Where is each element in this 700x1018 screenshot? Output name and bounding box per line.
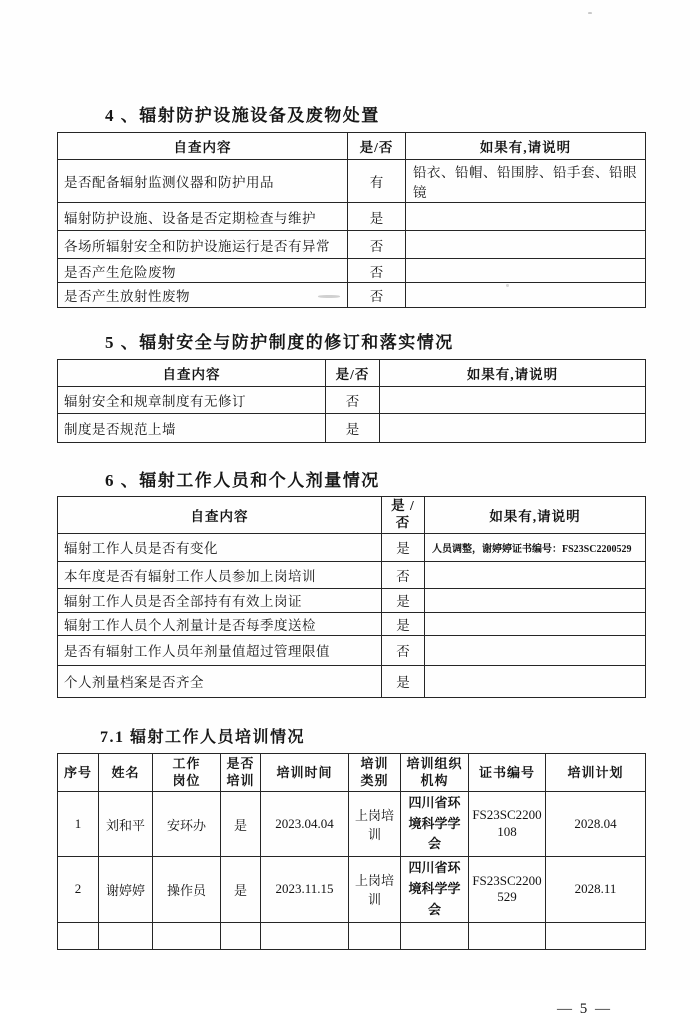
cell-question: 各场所辐射安全和防护设施运行是否有异常 (58, 231, 348, 259)
header-training-type-line1: 培训 (360, 755, 389, 771)
header-yes-no-line2: 否 (395, 514, 411, 530)
cell-question: 是否有辐射工作人员年剂量值超过管理限值 (58, 635, 382, 665)
cell-question: 本年度是否有辐射工作人员参加上岗培训 (58, 561, 382, 588)
table-row (58, 533, 646, 561)
cell-note: 铅衣、铅帽、铅围脖、铅手套、铅眼镜 (406, 160, 646, 203)
cell-name: 刘和平 (99, 791, 153, 856)
cell-question: 辐射安全和规章制度有无修订 (58, 387, 326, 414)
section-4-title: 4 、辐射防护设施设备及废物处置 (105, 106, 380, 125)
cell-date: 2023.11.15 (261, 857, 349, 922)
header-trained-yes-no (221, 753, 261, 791)
cell-type: 上岗培训 (349, 857, 401, 922)
cell-trained (221, 922, 261, 949)
table-header-row (58, 497, 646, 534)
header-yes-no: 是/否 (348, 133, 406, 160)
cell-note (406, 203, 646, 231)
cell-note (380, 414, 646, 443)
cell-plan (546, 922, 646, 949)
table-row (58, 387, 646, 414)
table-row (58, 160, 646, 203)
cell-note (425, 612, 646, 635)
header-job-position-line1: 工作 (172, 755, 201, 771)
cell-question: 辐射防护设施、设备是否定期检查与维护 (58, 203, 348, 231)
cell-certificate: FS23SC2200108 (469, 791, 546, 856)
self-check-table-section-6 (57, 496, 646, 698)
cell-note (425, 635, 646, 665)
cell-position: 安环办 (153, 791, 221, 856)
cell-question: 辐射工作人员是否全部持有有效上岗证 (58, 588, 382, 612)
self-check-table-section-5 (57, 359, 646, 443)
table-row (58, 414, 646, 443)
cell-answer: 否 (326, 387, 380, 414)
table-row (58, 791, 646, 856)
table-header-row (58, 360, 646, 387)
cell-name: 谢婷婷 (99, 857, 153, 922)
cell-answer: 是 (326, 414, 380, 443)
cell-answer: 有 (348, 160, 406, 203)
cell-note (425, 561, 646, 588)
table-row (58, 203, 646, 231)
table-row (58, 612, 646, 635)
table-row (58, 635, 646, 665)
header-training-type (349, 753, 401, 791)
scan-speck (588, 12, 592, 14)
cell-plan: 2028.04 (546, 791, 646, 856)
header-serial-number: 序号 (58, 753, 99, 791)
cell-serial (58, 922, 99, 949)
cell-question: 是否产生危险废物 (58, 259, 348, 283)
table-row (58, 561, 646, 588)
header-training-organization (401, 753, 469, 791)
header-training-plan: 培训计划 (546, 753, 646, 791)
header-yes-no (382, 497, 425, 534)
table-row (58, 665, 646, 697)
cell-date (261, 922, 349, 949)
cell-trained: 是 (221, 791, 261, 856)
cell-plan: 2028.11 (546, 857, 646, 922)
table-row (58, 259, 646, 283)
cell-type (349, 922, 401, 949)
cell-question: 是否产生放射性废物 (58, 283, 348, 308)
cell-answer: 是 (348, 203, 406, 231)
table-row (58, 857, 646, 922)
table-header-row (58, 753, 646, 791)
cell-question: 是否配备辐射监测仪器和防护用品 (58, 160, 348, 203)
cell-position: 操作员 (153, 857, 221, 922)
cell-type: 上岗培训 (349, 791, 401, 856)
scan-speck (506, 284, 509, 287)
training-table-section-7-1 (57, 753, 646, 950)
header-self-check-content: 自查内容 (58, 360, 326, 387)
cell-serial: 1 (58, 791, 99, 856)
header-self-check-content: 自查内容 (58, 497, 382, 534)
cell-certificate (469, 922, 546, 949)
cell-note (406, 283, 646, 308)
table-header-row (58, 133, 646, 160)
table-row-empty (58, 922, 646, 949)
cell-certificate: FS23SC2200529 (469, 857, 546, 922)
cell-question: 制度是否规范上墙 (58, 414, 326, 443)
header-trained-line2: 培训 (226, 773, 255, 789)
cell-name (99, 922, 153, 949)
cell-note (406, 231, 646, 259)
page-number: — 5 — (557, 1000, 612, 1017)
header-training-org-line1: 培训组织 (406, 755, 463, 771)
cell-answer: 否 (348, 259, 406, 283)
header-if-yes-explain: 如果有,请说明 (425, 497, 646, 534)
table-row (58, 283, 646, 308)
cell-position (153, 922, 221, 949)
section-7-1-title: 7.1 辐射工作人员培训情况 (100, 728, 306, 746)
header-yes-no-line1: 是 / (391, 498, 415, 513)
cell-date: 2023.04.04 (261, 791, 349, 856)
cell-answer: 是 (382, 588, 425, 612)
header-job-position (153, 753, 221, 791)
section-5-title: 5 、辐射安全与防护制度的修订和落实情况 (105, 333, 454, 352)
cell-serial: 2 (58, 857, 99, 922)
cell-answer: 是 (382, 665, 425, 697)
cell-answer: 否 (348, 231, 406, 259)
header-training-date: 培训时间 (261, 753, 349, 791)
self-check-table-section-4 (57, 132, 646, 308)
cell-organization (401, 922, 469, 949)
cell-note (380, 387, 646, 414)
cell-trained: 是 (221, 857, 261, 922)
header-self-check-content: 自查内容 (58, 133, 348, 160)
header-trained-line1: 是否 (226, 755, 255, 771)
cell-note (425, 665, 646, 697)
cell-answer: 是 (382, 533, 425, 561)
table-row (58, 231, 646, 259)
cell-answer: 否 (382, 561, 425, 588)
cell-organization: 四川省环境科学学会 (401, 857, 469, 922)
cell-note (406, 259, 646, 283)
scan-smudge (318, 295, 340, 298)
cell-answer: 是 (382, 612, 425, 635)
header-job-position-line2: 岗位 (172, 773, 201, 789)
table-row (58, 588, 646, 612)
cell-question: 个人剂量档案是否齐全 (58, 665, 382, 697)
cell-organization: 四川省环境科学学会 (401, 791, 469, 856)
cell-question: 辐射工作人员是否有变化 (58, 533, 382, 561)
section-6-title: 6 、辐射工作人员和个人剂量情况 (105, 471, 380, 490)
header-yes-no: 是/否 (326, 360, 380, 387)
cell-question: 辐射工作人员个人剂量计是否每季度送检 (58, 612, 382, 635)
header-training-type-line2: 类别 (360, 773, 389, 789)
header-training-org-line2: 机构 (420, 773, 449, 789)
cell-answer: 否 (382, 635, 425, 665)
header-if-yes-explain: 如果有,请说明 (406, 133, 646, 160)
header-certificate-number: 证书编号 (469, 753, 546, 791)
header-name: 姓名 (99, 753, 153, 791)
cell-note (425, 588, 646, 612)
header-if-yes-explain: 如果有,请说明 (380, 360, 646, 387)
cell-note: 人员调整，谢婷婷证书编号：FS23SC2200529 (425, 533, 646, 561)
cell-answer: 否 (348, 283, 406, 308)
